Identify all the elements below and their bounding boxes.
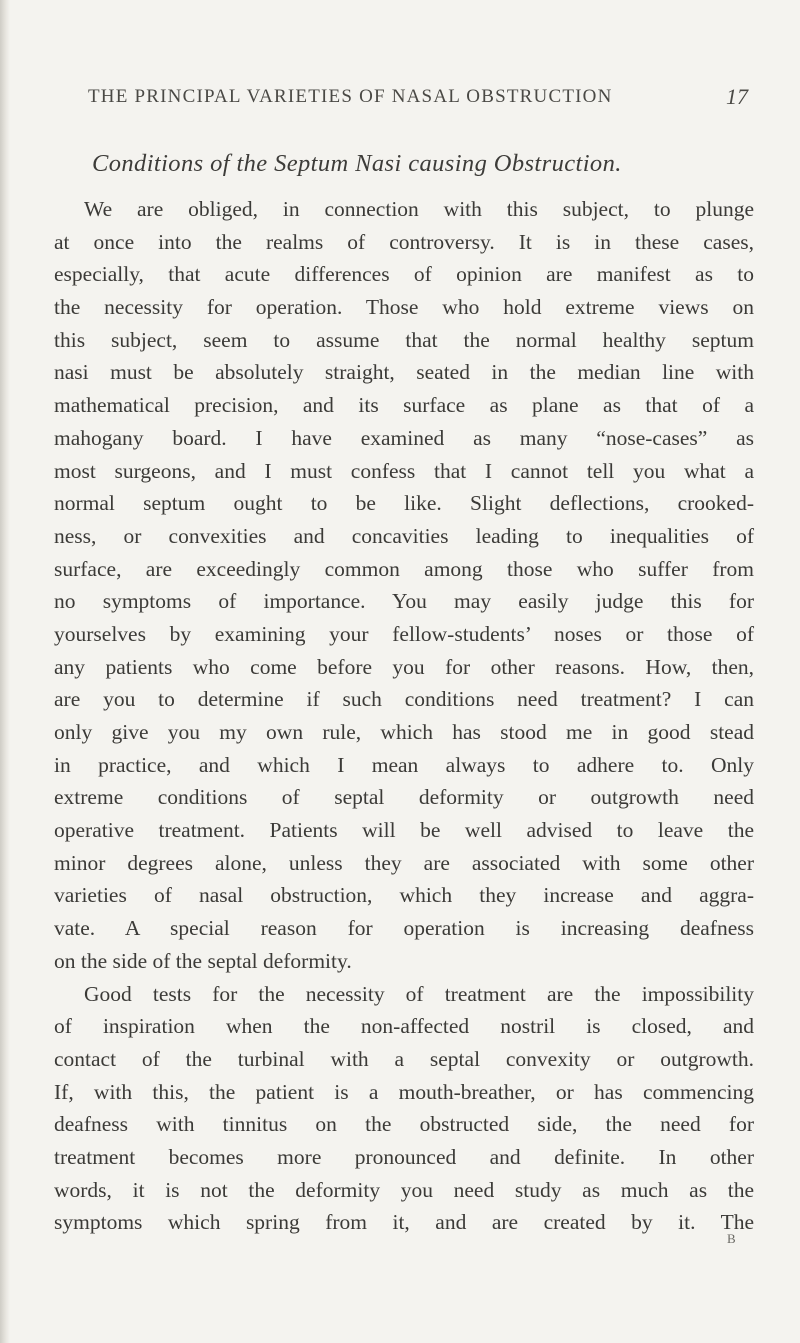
- text-line: no symptoms of importance. You may easily judge this for: [54, 589, 754, 614]
- text-line: most surgeons, and I must confess that I cannot tell you what a: [54, 458, 754, 483]
- text-line: vate. A special reason for operation is increasing deafness: [54, 916, 754, 941]
- text-line: any patients who come before you for other reasons. How, then,: [54, 654, 754, 679]
- text-line: If, with this, the patient is a mouth-breather, or has commencing: [54, 1079, 754, 1104]
- text-line: nasi must be absolutely straight, seated in the median line with: [54, 360, 754, 385]
- text-line: treatment becomes more pronounced and definite. In other: [54, 1144, 754, 1169]
- signature-mark: B: [727, 1231, 737, 1246]
- running-head-title: THE PRINCIPAL VARIETIES OF NASAL OBSTRUCTION: [88, 86, 613, 107]
- text-line: on the side of the septal deformity.: [54, 948, 352, 973]
- binding-edge: [0, 0, 10, 1343]
- text-line: surface, are exceedingly common among those who suffer from: [54, 556, 754, 581]
- text-line: symptoms which spring from it, and are created by it. The: [54, 1210, 754, 1235]
- text-line: Good tests for the necessity of treatment are the impossibility: [84, 981, 754, 1006]
- text-line: words, it is not the deformity you need study as much as the: [54, 1177, 754, 1202]
- text-line: of inspiration when the non-affected nostril is closed, and: [54, 1014, 754, 1039]
- text-line: in practice, and which I mean always to adhere to. Only: [54, 752, 754, 777]
- text-line: ness, or convexities and concavities leading to inequalities of: [54, 523, 754, 548]
- text-line: deafness with tinnitus on the obstructed side, the need for: [54, 1112, 754, 1137]
- text-line: mahogany board. I have examined as many “nose-cases” as: [54, 425, 754, 450]
- text-line: yourselves by examining your fellow-students’ noses or those of: [54, 621, 754, 646]
- text-line: the necessity for operation. Those who hold extreme views on: [54, 295, 754, 320]
- text-line: varieties of nasal obstruction, which they increase and aggra-: [54, 883, 754, 908]
- text-line: at once into the realms of controversy. It is in these cases,: [54, 229, 754, 254]
- text-line: especially, that acute differences of opinion are manifest as to: [54, 262, 754, 287]
- text-line: extreme conditions of septal deformity or outgrowth need: [54, 785, 754, 810]
- text-line: only give you my own rule, which has stood me in good stead: [54, 720, 754, 744]
- page-number: 17: [726, 84, 748, 109]
- body-text: [54, 193, 754, 1239]
- text-line: operative treatment. Patients will be well advised to leave the: [54, 818, 754, 843]
- text-line: normal septum ought to be like. Slight deflections, crooked-: [54, 491, 754, 516]
- text-line: are you to determine if such conditions need treatment? I can: [54, 687, 754, 712]
- running-head: [88, 86, 748, 116]
- text-line: minor degrees alone, unless they are associated with some other: [54, 850, 754, 875]
- text-line: this subject, seem to assume that the normal healthy septum: [54, 327, 754, 352]
- text-line: We are obliged, in connection with this subject, to plunge: [84, 197, 754, 221]
- text-line: mathematical precision, and its surface as plane as that of a: [54, 393, 754, 418]
- section-heading: Conditions of the Septum Nasi causing Obstruction.: [92, 150, 622, 177]
- text-line: contact of the turbinal with a septal convexity or outgrowth.: [54, 1046, 754, 1071]
